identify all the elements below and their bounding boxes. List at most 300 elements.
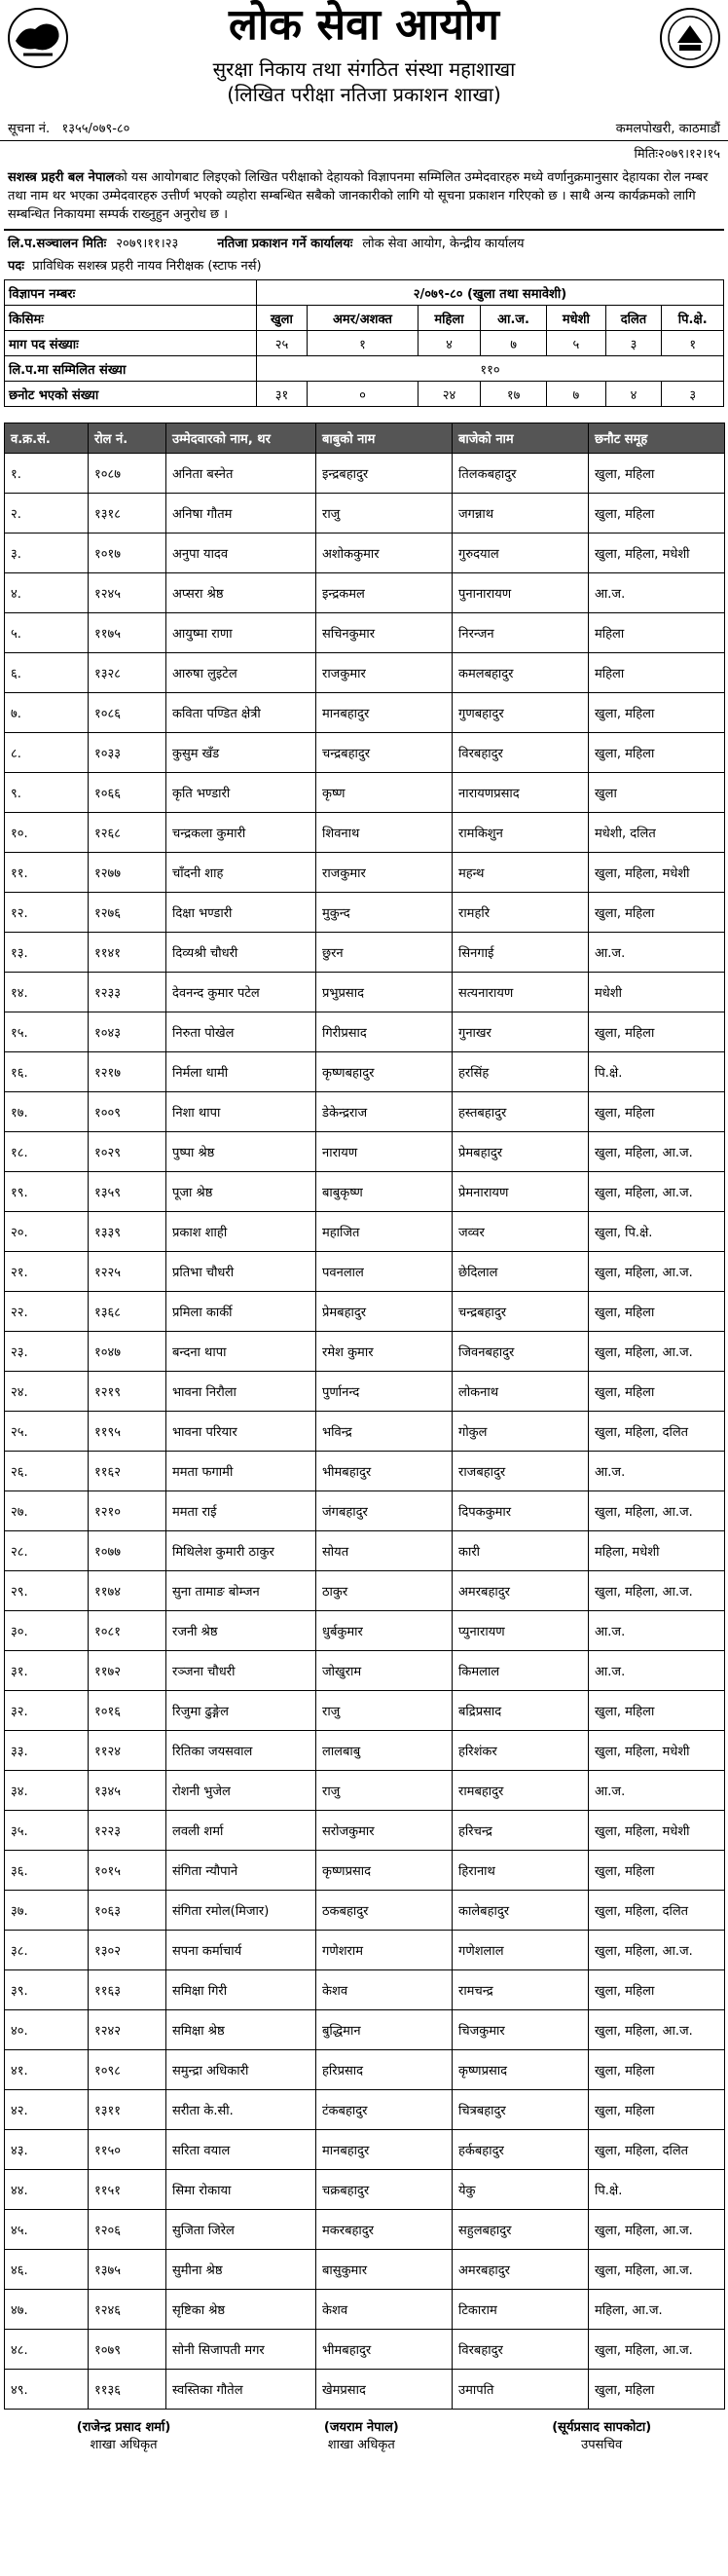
table-row [5,1811,725,1851]
table-row [5,1332,725,1372]
grandfather-name: दिपककुमार [453,1491,589,1531]
roll-number: १३६८ [89,1292,166,1332]
category-cell: आ.ज. [480,306,546,331]
candidate-name: रितिका जयसवाल [166,1731,316,1771]
grandfather-name: हरिचन्द्र [453,1811,589,1851]
selection-group: महिला, आ.ज. [589,2290,725,2330]
candidate-name: निशा थापा [166,1092,316,1132]
father-name: भीमबहादुर [316,2330,453,2370]
serial-number: १४. [5,973,89,1012]
candidate-name: सपना कर्माचार्य [166,1931,316,1970]
father-name: इन्द्रकमल [316,573,453,613]
category-cell: पि.क्षे. [662,306,724,331]
father-name: राजु [316,1691,453,1731]
table-row [5,2090,725,2130]
father-name: हरिप्रसाद [316,2050,453,2090]
demand-cell: ५ [547,331,605,356]
selection-group: खुला, महिला, आ.ज. [589,1132,725,1172]
table-row [5,494,725,534]
table-row [5,1571,725,1611]
candidate-name: कविता पण्डित क्षेत्री [166,693,316,733]
selection-group: खुला, महिला, आ.ज. [589,2010,725,2050]
serial-number: ४७. [5,2290,89,2330]
candidate-name: संगिता रमोल(मिजार) [166,1891,316,1931]
roll-number: ११४१ [89,933,166,973]
table-row [5,1052,725,1092]
results-header-row [5,423,725,454]
father-name: रमेश कुमार [316,1332,453,1372]
notice-number [8,119,129,136]
serial-number: ४२. [5,2090,89,2130]
candidate-name: अनिता बस्नेत [166,454,316,494]
serial-number: ४. [5,573,89,613]
candidate-name: सृष्टिका श्रेष्ठ [166,2290,316,2330]
selected-cell: १७ [480,382,546,407]
grandfather-name: महन्थ [453,853,589,893]
serial-number: ४०. [5,2010,89,2050]
roll-number: ११७४ [89,1571,166,1611]
serial-number: १६. [5,1052,89,1092]
grandfather-name: कारी [453,1531,589,1571]
roll-number: १२७६ [89,893,166,933]
demand-cell: २५ [257,331,308,356]
category-cell: मधेशी [547,306,605,331]
serial-number: ३२. [5,1691,89,1731]
father-name: ठाकुर [316,1571,453,1611]
selection-group: मधेशी, दलित [589,813,725,853]
selection-group: खुला, महिला, आ.ज. [589,1571,725,1611]
grandfather-name: उमापति [453,2370,589,2410]
table-row [5,1092,725,1132]
selection-group: खुला, पि.क्षे. [589,1212,725,1252]
column-header: बाजेको नाम [453,423,589,454]
selection-group: खुला, महिला, दलित [589,2130,725,2170]
roll-number: १२४५ [89,573,166,613]
selection-group: आ.ज. [589,1651,725,1691]
selection-group: खुला, महिला [589,893,725,933]
table-row [5,1931,725,1970]
roll-number: १०१६ [89,1691,166,1731]
category-cell: दलित [605,306,662,331]
grandfather-name: सहुलबहादुर [453,2210,589,2250]
candidate-name: संगिता न्यौपाने [166,1851,316,1891]
roll-number: १२०६ [89,2210,166,2250]
father-name: केशव [316,2290,453,2330]
serial-number: १. [5,454,89,494]
roll-number: १०१७ [89,534,166,573]
roll-number: ११७५ [89,613,166,653]
grandfather-name: रामबहादुर [453,1771,589,1811]
serial-number: १२. [5,893,89,933]
table-row [5,1970,725,2010]
grandfather-name: बद्रिप्रसाद [453,1691,589,1731]
father-name: भीमबहादुर [316,1452,453,1491]
table-row [5,1651,725,1691]
roll-number: ११५१ [89,2170,166,2210]
summary-selected-row [5,382,724,407]
office-label: नतिजा प्रकाशन गर्ने कार्यालयः [217,237,353,251]
table-row [5,973,725,1012]
father-name: कृष्णप्रसाद [316,1851,453,1891]
grandfather-name: अमरबहादुर [453,1571,589,1611]
serial-number: ३०. [5,1611,89,1651]
header [0,0,728,115]
roll-number: १०१५ [89,1851,166,1891]
candidate-name: देवनन्द कुमार पटेल [166,973,316,1012]
candidate-name: अनिषा गौतम [166,494,316,534]
demand-cell: ३ [605,331,662,356]
table-row [5,1452,725,1491]
table-row [5,1412,725,1452]
roll-number: १३२८ [89,653,166,693]
grandfather-name: येकु [453,2170,589,2210]
page-title: लोक सेवा आयोग [229,0,499,50]
roll-number: १००९ [89,1092,166,1132]
serial-number: ४४. [5,2170,89,2210]
serial-number: ३९. [5,1970,89,2010]
roll-number: १०८१ [89,1611,166,1651]
table-row [5,454,725,494]
serial-number: ४१. [5,2050,89,2090]
participants-value: ११० [257,356,724,382]
selection-group: खुला, महिला, आ.ज. [589,2250,725,2290]
candidate-name: सुजिता जिरेल [166,2210,316,2250]
serial-number: ३. [5,534,89,573]
table-row [5,2290,725,2330]
grandfather-name: हिरानाथ [453,1851,589,1891]
serial-number: ५. [5,613,89,653]
roll-number: १३३९ [89,1212,166,1252]
signatory-name: (जयराम नेपाल) [323,2420,399,2435]
notice-place: कमलपोखरी, काठमाडौं [615,122,720,136]
candidate-name: आरुषा लुइटेल [166,653,316,693]
father-name: राजु [316,1771,453,1811]
grandfather-name: कालेबहादुर [453,1891,589,1931]
roll-number: १०२९ [89,1132,166,1172]
section-name: (लिखित परीक्षा नतिजा प्रकाशन शाखा) [227,83,501,106]
serial-number: २३. [5,1332,89,1372]
selection-group: खुला, महिला, आ.ज. [589,2330,725,2370]
selection-group: खुला, महिला [589,693,725,733]
table-row [5,813,725,853]
grandfather-name: तिलकबहादुर [453,454,589,494]
grandfather-name: सत्यनारायण [453,973,589,1012]
table-row [5,1691,725,1731]
demand-cell: ४ [418,331,480,356]
father-name: मानबहादुर [316,693,453,733]
father-name: डेकेन्द्रराज [316,1092,453,1132]
roll-number: १३१८ [89,494,166,534]
table-row [5,2170,725,2210]
candidate-name: ममता राई [166,1491,316,1531]
table-row [5,773,725,813]
father-name: मकरबहादुर [316,2210,453,2250]
candidate-name: प्रकाश शाही [166,1212,316,1252]
table-row [5,1491,725,1531]
selection-group: खुला, महिला, मधेशी [589,1811,725,1851]
roll-number: १२३३ [89,973,166,1012]
roll-number: १०४३ [89,1012,166,1052]
selection-group: खुला, महिला [589,2370,725,2410]
serial-number: ११. [5,853,89,893]
column-header: उम्मेदवारको नाम, थर [166,423,316,454]
father-name: कृष्णबहादुर [316,1052,453,1092]
serial-number: १५. [5,1012,89,1052]
selection-group: आ.ज. [589,573,725,613]
serial-number: २८. [5,1531,89,1571]
roll-number: ११५० [89,2130,166,2170]
roll-number: १२४२ [89,2010,166,2050]
selection-group: खुला, महिला, मधेशी [589,853,725,893]
summary-table [4,279,724,407]
ad-label: विज्ञापन नम्बरः [5,280,257,306]
father-name: जंगबहादुर [316,1491,453,1531]
selection-group: पि.क्षे. [589,2170,725,2210]
roll-number: १२७७ [89,853,166,893]
table-row [5,2330,725,2370]
serial-number: १७. [5,1092,89,1132]
selection-group: खुला, महिला, दलित [589,1412,725,1452]
grandfather-name: पुनानारायण [453,573,589,613]
selection-group: खुला, महिला [589,494,725,534]
father-name: गिरीप्रसाद [316,1012,453,1052]
father-name: प्रभुप्रसाद [316,973,453,1012]
serial-number: ४६. [5,2250,89,2290]
roll-number: १०९८ [89,2050,166,2090]
serial-number: ६. [5,653,89,693]
selected-cell: ० [307,382,418,407]
selection-group: महिला, मधेशी [589,1531,725,1571]
selection-group: खुला, महिला [589,1851,725,1891]
father-name: ठकबहादुर [316,1891,453,1931]
candidate-name: पुष्पा श्रेष्ठ [166,1132,316,1172]
selection-group: मधेशी [589,973,725,1012]
grandfather-name: गणेशलाल [453,1931,589,1970]
selection-group: आ.ज. [589,933,725,973]
roll-number: १२१७ [89,1052,166,1092]
selection-group: खुला, महिला [589,2090,725,2130]
table-row [5,693,725,733]
grandfather-name: जगन्नाथ [453,494,589,534]
grandfather-name: टिकाराम [453,2290,589,2330]
serial-number: २. [5,494,89,534]
selection-group: खुला, महिला, आ.ज. [589,1491,725,1531]
signatory [552,2419,651,2454]
father-name: टंकबहादुर [316,2090,453,2130]
grandfather-name: छेदिलाल [453,1252,589,1292]
candidate-name: अप्सरा श्रेष्ठ [166,573,316,613]
grandfather-name: प्रेमबहादुर [453,1132,589,1172]
grandfather-name: निरन्जन [453,613,589,653]
grandfather-name: गुनाखर [453,1012,589,1052]
table-row [5,933,725,973]
psc-seal-icon [658,6,722,70]
selection-group: आ.ज. [589,1452,725,1491]
table-row [5,2210,725,2250]
father-name: राजकुमार [316,653,453,693]
grandfather-name: कमलबहादुर [453,653,589,693]
candidate-name: पूजा श्रेष्ठ [166,1172,316,1212]
father-name: खेमप्रसाद [316,2370,453,2410]
table-row [5,1252,725,1292]
serial-number: २१. [5,1252,89,1292]
serial-number: ७. [5,693,89,733]
selection-group: खुला, महिला, आ.ज. [589,1172,725,1212]
roll-number: १३०२ [89,1931,166,1970]
father-name: राजकुमार [316,853,453,893]
signatory [77,2419,171,2454]
roll-number: १०४७ [89,1332,166,1372]
father-name: सरोजकुमार [316,1811,453,1851]
selection-group: खुला, महिला, मधेशी [589,1731,725,1771]
signature-block [0,2419,728,2454]
selected-cell: ३१ [257,382,308,407]
column-header: व.क्र.सं. [5,423,89,454]
candidate-name: भावना निरौला [166,1372,316,1412]
table-row [5,1731,725,1771]
demand-cell: १ [662,331,724,356]
selected-cell: ७ [547,382,605,407]
candidate-name: रोशनी भुजेल [166,1771,316,1811]
candidate-name: निर्मला धामी [166,1052,316,1092]
category-cell: खुला [257,306,308,331]
roll-number: १२२५ [89,1252,166,1292]
category-cell: महिला [418,306,480,331]
roll-number: १२६८ [89,813,166,853]
candidate-name: सुमीना श्रेष्ठ [166,2250,316,2290]
father-name: महाजित [316,1212,453,1252]
selection-group: खुला, महिला, आ.ज. [589,1332,725,1372]
signatory [324,2419,399,2454]
selection-group: महिला [589,613,725,653]
table-row [5,733,725,773]
results-table [4,423,725,2410]
participants-label: लि.प.मा सम्मिलित संख्या [5,356,257,382]
serial-number: २४. [5,1372,89,1412]
grandfather-name: रामहरि [453,893,589,933]
candidate-name: समिक्षा श्रेष्ठ [166,2010,316,2050]
roll-number: १३७५ [89,2250,166,2290]
table-row [5,1132,725,1172]
candidate-name: कृति भण्डारी [166,773,316,813]
roll-number: १०८६ [89,693,166,733]
roll-number: ११३६ [89,2370,166,2410]
selection-group: खुला, महिला, आ.ज. [589,1252,725,1292]
father-name: भविन्द्र [316,1412,453,1452]
signatory-title: शाखा अधिकृत [327,2438,395,2452]
candidate-name: सरिता वयाल [166,2130,316,2170]
serial-number: २६. [5,1452,89,1491]
candidate-name: रजनी श्रेष्ठ [166,1611,316,1651]
organization-name: सशस्त्र प्रहरी बल नेपाल [8,170,115,185]
serial-number: ३७. [5,1891,89,1931]
grandfather-name: हस्तबहादुर [453,1092,589,1132]
candidate-name: ममता फगामी [166,1452,316,1491]
ad-value: २/०७९-८० (खुला तथा समावेशी) [257,280,724,306]
serial-number: ३५. [5,1811,89,1851]
serial-number: १८. [5,1132,89,1172]
father-name: लालबाबु [316,1731,453,1771]
roll-number: ११२४ [89,1731,166,1771]
selected-cell: २४ [418,382,480,407]
serial-number: ४३. [5,2130,89,2170]
grandfather-name: गोकुल [453,1412,589,1452]
grandfather-name: हरसिंह [453,1052,589,1092]
father-name: इन्द्रबहादुर [316,454,453,494]
table-row [5,1292,725,1332]
column-header: रोल नं. [89,423,166,454]
selection-group: महिला [589,653,725,693]
signatory-title: उपसचिव [581,2438,623,2452]
selection-group: खुला, महिला [589,1691,725,1731]
table-row [5,1012,725,1052]
serial-number: २०. [5,1212,89,1252]
father-name: छुरन [316,933,453,973]
father-name: अशोककुमार [316,534,453,573]
roll-number: १०६६ [89,773,166,813]
grandfather-name: लोकनाथ [453,1372,589,1412]
type-label: किसिमः [5,306,257,331]
roll-number: १३५९ [89,1172,166,1212]
candidate-name: चाँदनी शाह [166,853,316,893]
serial-number: ३१. [5,1651,89,1691]
table-row [5,2370,725,2410]
demand-label: माग पद संख्याः [5,331,257,356]
notice-date: मितिः२०७९।१२।१५ [634,147,720,162]
grandfather-name: सिनगाई [453,933,589,973]
notice-date-line [0,141,728,165]
table-row [5,1891,725,1931]
selection-group: आ.ज. [589,1771,725,1811]
father-name: कृष्ण [316,773,453,813]
candidate-name: रिजुमा ढुङ्गेल [166,1691,316,1731]
father-name: बासुकुमार [316,2250,453,2290]
table-row [5,653,725,693]
summary-category-row [5,306,724,331]
candidate-name: दिव्यश्री चौधरी [166,933,316,973]
notice-body [0,165,728,229]
serial-number: २५. [5,1412,89,1452]
table-row [5,613,725,653]
selected-label: छनोट भएको संख्या [5,382,257,407]
selection-group: खुला, महिला, मधेशी [589,534,725,573]
serial-number: २७. [5,1491,89,1531]
serial-number: ३४. [5,1771,89,1811]
serial-number: ३६. [5,1851,89,1891]
grandfather-name: गुणबहादुर [453,693,589,733]
roll-number: १२४६ [89,2290,166,2330]
roll-number: १०७९ [89,2330,166,2370]
grandfather-name: प्युनारायण [453,1611,589,1651]
table-row [5,1172,725,1212]
candidate-name: समिक्षा गिरी [166,1970,316,2010]
candidate-name: कुसुम खँड [166,733,316,773]
father-name: राजु [316,494,453,534]
candidate-name: सुना तामाङ बोम्जन [166,1571,316,1611]
grandfather-name: प्रेमनारायण [453,1172,589,1212]
grandfather-name: हरिशंकर [453,1731,589,1771]
exam-date-label: लि.प.सञ्चालन मितिः [8,237,107,251]
table-row [5,853,725,893]
roll-number: ११७२ [89,1651,166,1691]
serial-number: ४५. [5,2210,89,2250]
grandfather-name: गुरुदयाल [453,534,589,573]
father-name: शिवनाथ [316,813,453,853]
grandfather-name: राजबहादुर [453,1452,589,1491]
father-name: पुर्णानन्द [316,1372,453,1412]
candidate-name: अनुपा यादव [166,534,316,573]
grandfather-name: जव्वर [453,1212,589,1252]
